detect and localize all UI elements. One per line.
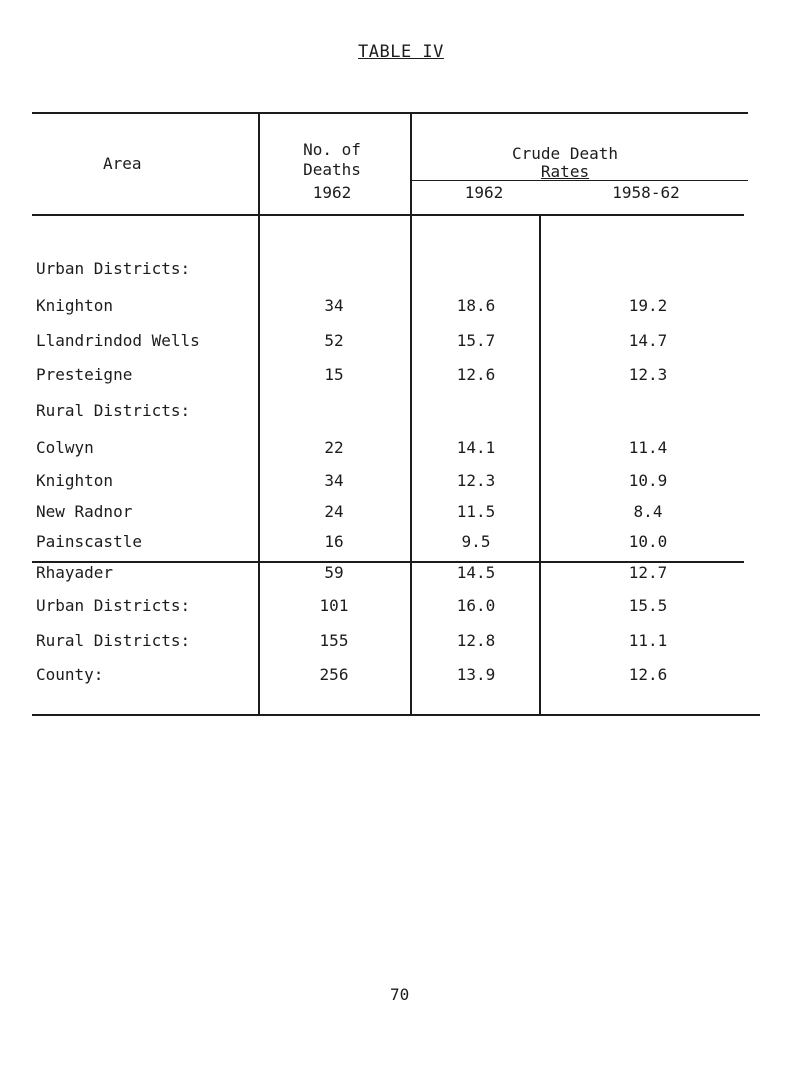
section-heading-urban: Urban Districts: <box>36 259 191 278</box>
table-row-rate-1958-62: 14.7 <box>628 331 668 350</box>
header-rates-sub-1962: 1962 <box>464 183 504 202</box>
table-row-rate-1958-62: 8.4 <box>633 502 663 521</box>
header-deaths-line3: 1962 <box>312 183 352 202</box>
table-row-area: Knighton <box>36 296 114 315</box>
table-row-rate-1962: 15.7 <box>456 331 496 350</box>
section-heading-rural: Rural Districts: <box>36 401 191 420</box>
table-row-area: Llandrindod Wells <box>36 331 200 350</box>
column-divider-area <box>258 112 260 714</box>
table-row-rate-1962: 11.5 <box>456 502 496 521</box>
header-bottom-rule <box>32 214 744 216</box>
totals-row-rate-1958-62: 12.6 <box>628 665 668 684</box>
table-row-rate-1958-62: 11.4 <box>628 438 668 457</box>
table-row-rate-1958-62: 12.7 <box>628 563 668 582</box>
totals-row-rate-1962: 12.8 <box>456 631 496 650</box>
totals-row-deaths: 101 <box>319 596 349 615</box>
header-rates-line1: Crude Death <box>512 144 618 163</box>
table-row-deaths: 59 <box>324 563 344 582</box>
header-rates-line2: Rates <box>540 162 590 181</box>
table-bottom-rule <box>32 714 760 716</box>
header-rates-sub-1958-62: 1958-62 <box>612 183 680 202</box>
totals-row-rate-1962: 13.9 <box>456 665 496 684</box>
table-row-area: Knighton <box>36 471 114 490</box>
table-row-deaths: 34 <box>324 296 344 315</box>
table-row-rate-1962: 18.6 <box>456 296 496 315</box>
table-row-rate-1962: 14.1 <box>456 438 496 457</box>
table-row-rate-1958-62: 19.2 <box>628 296 668 315</box>
table-row-rate-1962: 12.3 <box>456 471 496 490</box>
table-row-rate-1962: 12.6 <box>456 365 496 384</box>
header-deaths-line1: No. of <box>303 140 361 159</box>
table-row-rate-1962: 14.5 <box>456 563 496 582</box>
table-title: TABLE IV <box>358 42 444 62</box>
table-row-rate-1958-62: 10.9 <box>628 471 668 490</box>
totals-row-area: Urban Districts: <box>36 596 191 615</box>
table-row-deaths: 24 <box>324 502 344 521</box>
table-row-rate-1958-62: 12.3 <box>628 365 668 384</box>
header-area: Area <box>103 154 142 173</box>
totals-row-area: County: <box>36 665 104 684</box>
totals-row-rate-1958-62: 11.1 <box>628 631 668 650</box>
table-row-area: New Radnor <box>36 502 133 521</box>
totals-row-rate-1958-62: 15.5 <box>628 596 668 615</box>
page-number: 70 <box>390 985 410 1004</box>
totals-row-area: Rural Districts: <box>36 631 191 650</box>
totals-row-deaths: 155 <box>319 631 349 650</box>
column-divider-rates <box>539 214 541 714</box>
table-row-area: Painscastle <box>36 532 142 551</box>
table-row-deaths: 34 <box>324 471 344 490</box>
header-deaths-line2: Deaths <box>303 160 361 179</box>
table-top-rule <box>32 112 748 114</box>
table-row-deaths: 52 <box>324 331 344 350</box>
table-row-area: Rhayader <box>36 563 114 582</box>
totals-row-deaths: 256 <box>319 665 349 684</box>
column-divider-deaths <box>410 112 412 714</box>
table-row-area: Presteigne <box>36 365 133 384</box>
totals-row-rate-1962: 16.0 <box>456 596 496 615</box>
table-row-deaths: 16 <box>324 532 344 551</box>
table-row-deaths: 15 <box>324 365 344 384</box>
table-row-rate-1958-62: 10.0 <box>628 532 668 551</box>
table-row-area: Colwyn <box>36 438 94 457</box>
table-row-deaths: 22 <box>324 438 344 457</box>
table-row-rate-1962: 9.5 <box>461 532 491 551</box>
